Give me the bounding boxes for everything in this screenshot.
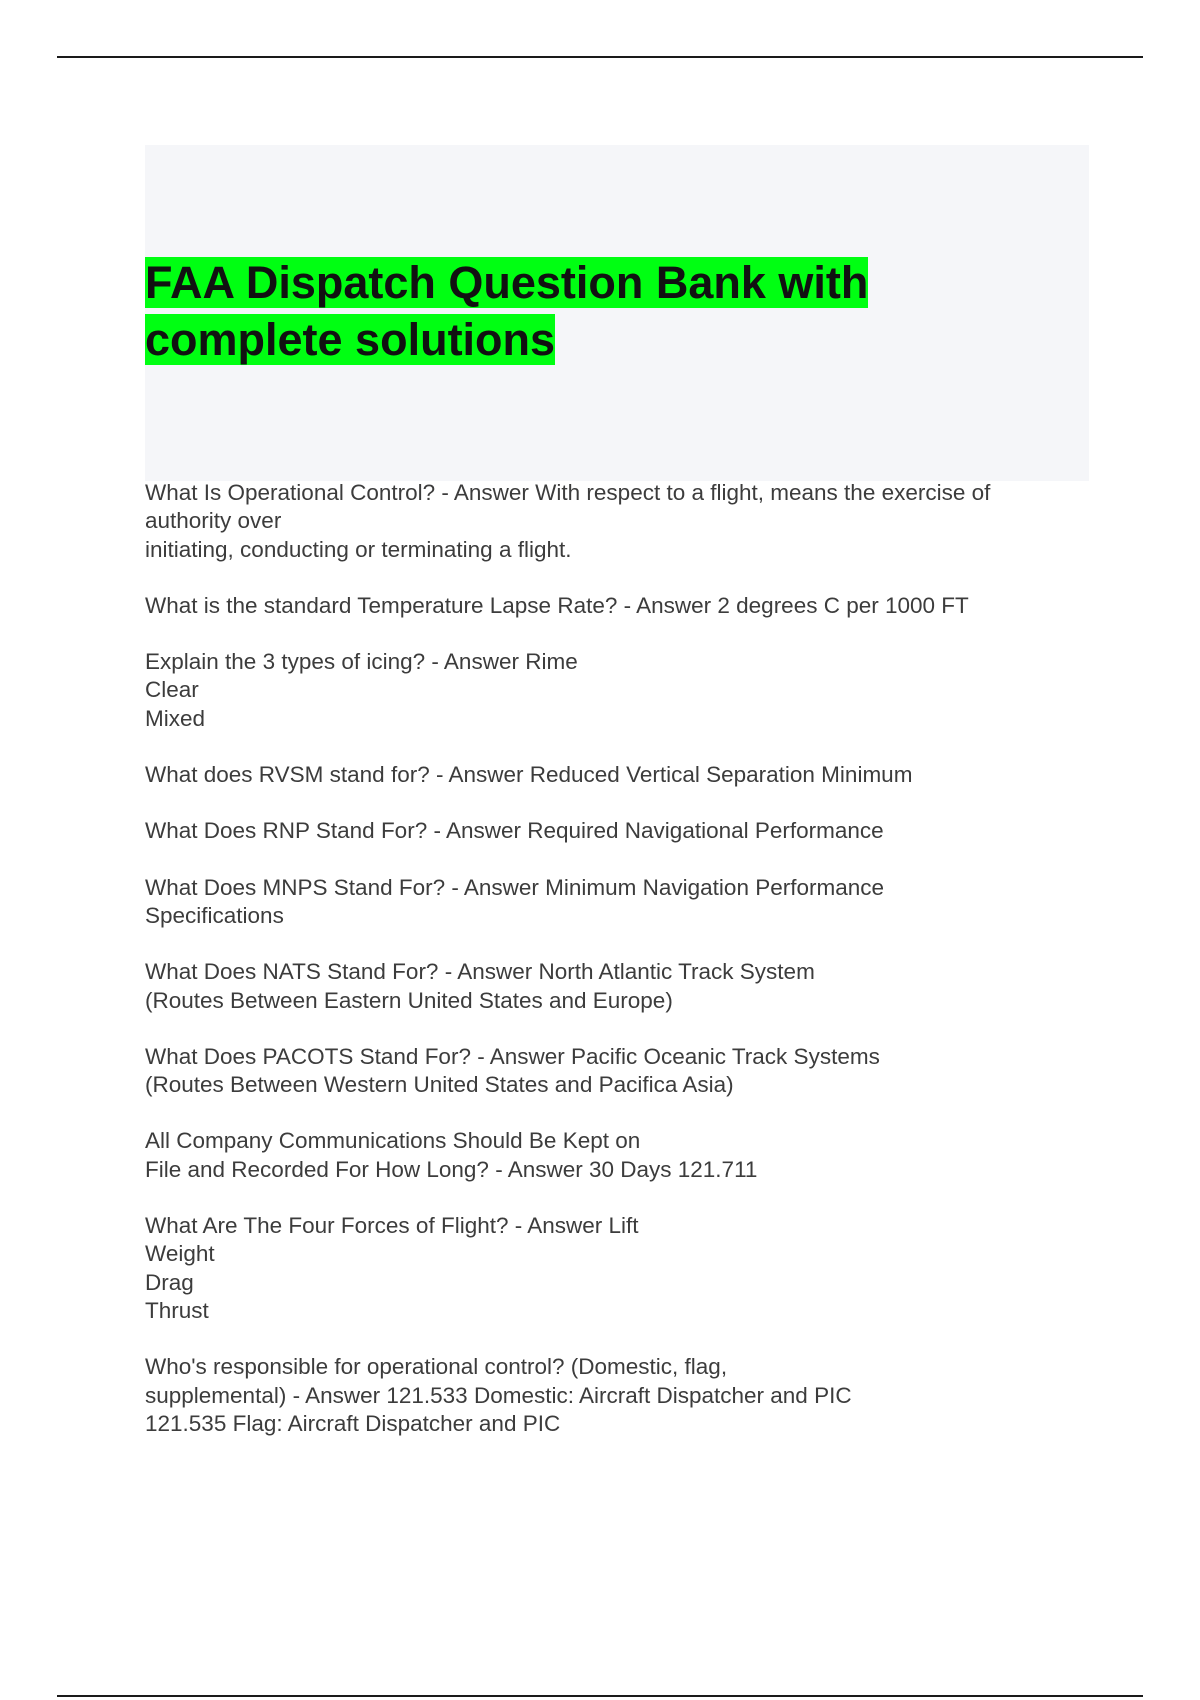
qa-line: Clear (145, 677, 199, 703)
qa-item (145, 479, 1075, 564)
qa-line: Mixed (145, 705, 206, 731)
qa-line: What Does MNPS Stand For? - Answer Minimum Navigation Performance (145, 874, 885, 900)
qa-item (145, 874, 1075, 931)
qa-line: What Does RNP Stand For? - Answer Required Navigational Performance (145, 818, 884, 844)
qa-item (145, 1127, 1075, 1184)
qa-line: authority over (145, 508, 282, 534)
qa-line: (Routes Between Western United States and Pacifica Asia) (145, 1072, 734, 1098)
qa-item (145, 761, 1075, 789)
qa-line: Who's responsible for operational control? (Domestic, flag, (145, 1354, 728, 1380)
title-line-2: complete solutions (145, 314, 556, 365)
top-rule (57, 56, 1143, 58)
qa-line: What is the standard Temperature Lapse Rate? - Answer 2 degrees C per 1000 FT (145, 592, 969, 618)
qa-line: 121.535 Flag: Aircraft Dispatcher and PIC (145, 1410, 561, 1436)
qa-item (145, 817, 1075, 845)
document-title (145, 254, 1045, 368)
qa-line: Specifications (145, 902, 284, 928)
question-answer-list (145, 479, 1075, 1466)
bottom-rule (57, 1695, 1143, 1697)
qa-item (145, 648, 1075, 733)
qa-line: What Are The Four Forces of Flight? - Answer Lift (145, 1213, 639, 1239)
title-line-1: FAA Dispatch Question Bank with (145, 257, 869, 308)
qa-line: What does RVSM stand for? - Answer Reduced Vertical Separation Minimum (145, 762, 913, 788)
qa-item (145, 1212, 1075, 1325)
qa-line: Drag (145, 1269, 194, 1295)
qa-line: Explain the 3 types of icing? - Answer Rime (145, 649, 578, 675)
qa-line: What Is Operational Control? - Answer With respect to a flight, means the exercise of (145, 480, 991, 505)
qa-line: Thrust (145, 1297, 209, 1323)
qa-line: What Does PACOTS Stand For? - Answer Pacific Oceanic Track Systems (145, 1043, 880, 1069)
qa-line: File and Recorded For How Long? - Answer 30 Days 121.711 (145, 1156, 758, 1182)
qa-line: initiating, conducting or terminating a flight. (145, 536, 572, 562)
qa-item (145, 1043, 1075, 1100)
qa-line: All Company Communications Should Be Kept on (145, 1128, 641, 1154)
qa-item (145, 1353, 1075, 1438)
qa-line: (Routes Between Eastern United States and Europe) (145, 987, 673, 1013)
qa-line: Weight (145, 1241, 215, 1267)
qa-item (145, 958, 1075, 1015)
qa-line: supplemental) - Answer 121.533 Domestic: Aircraft Dispatcher and PIC (145, 1382, 852, 1408)
qa-item (145, 592, 1075, 620)
qa-line: What Does NATS Stand For? - Answer North Atlantic Track System (145, 959, 815, 985)
